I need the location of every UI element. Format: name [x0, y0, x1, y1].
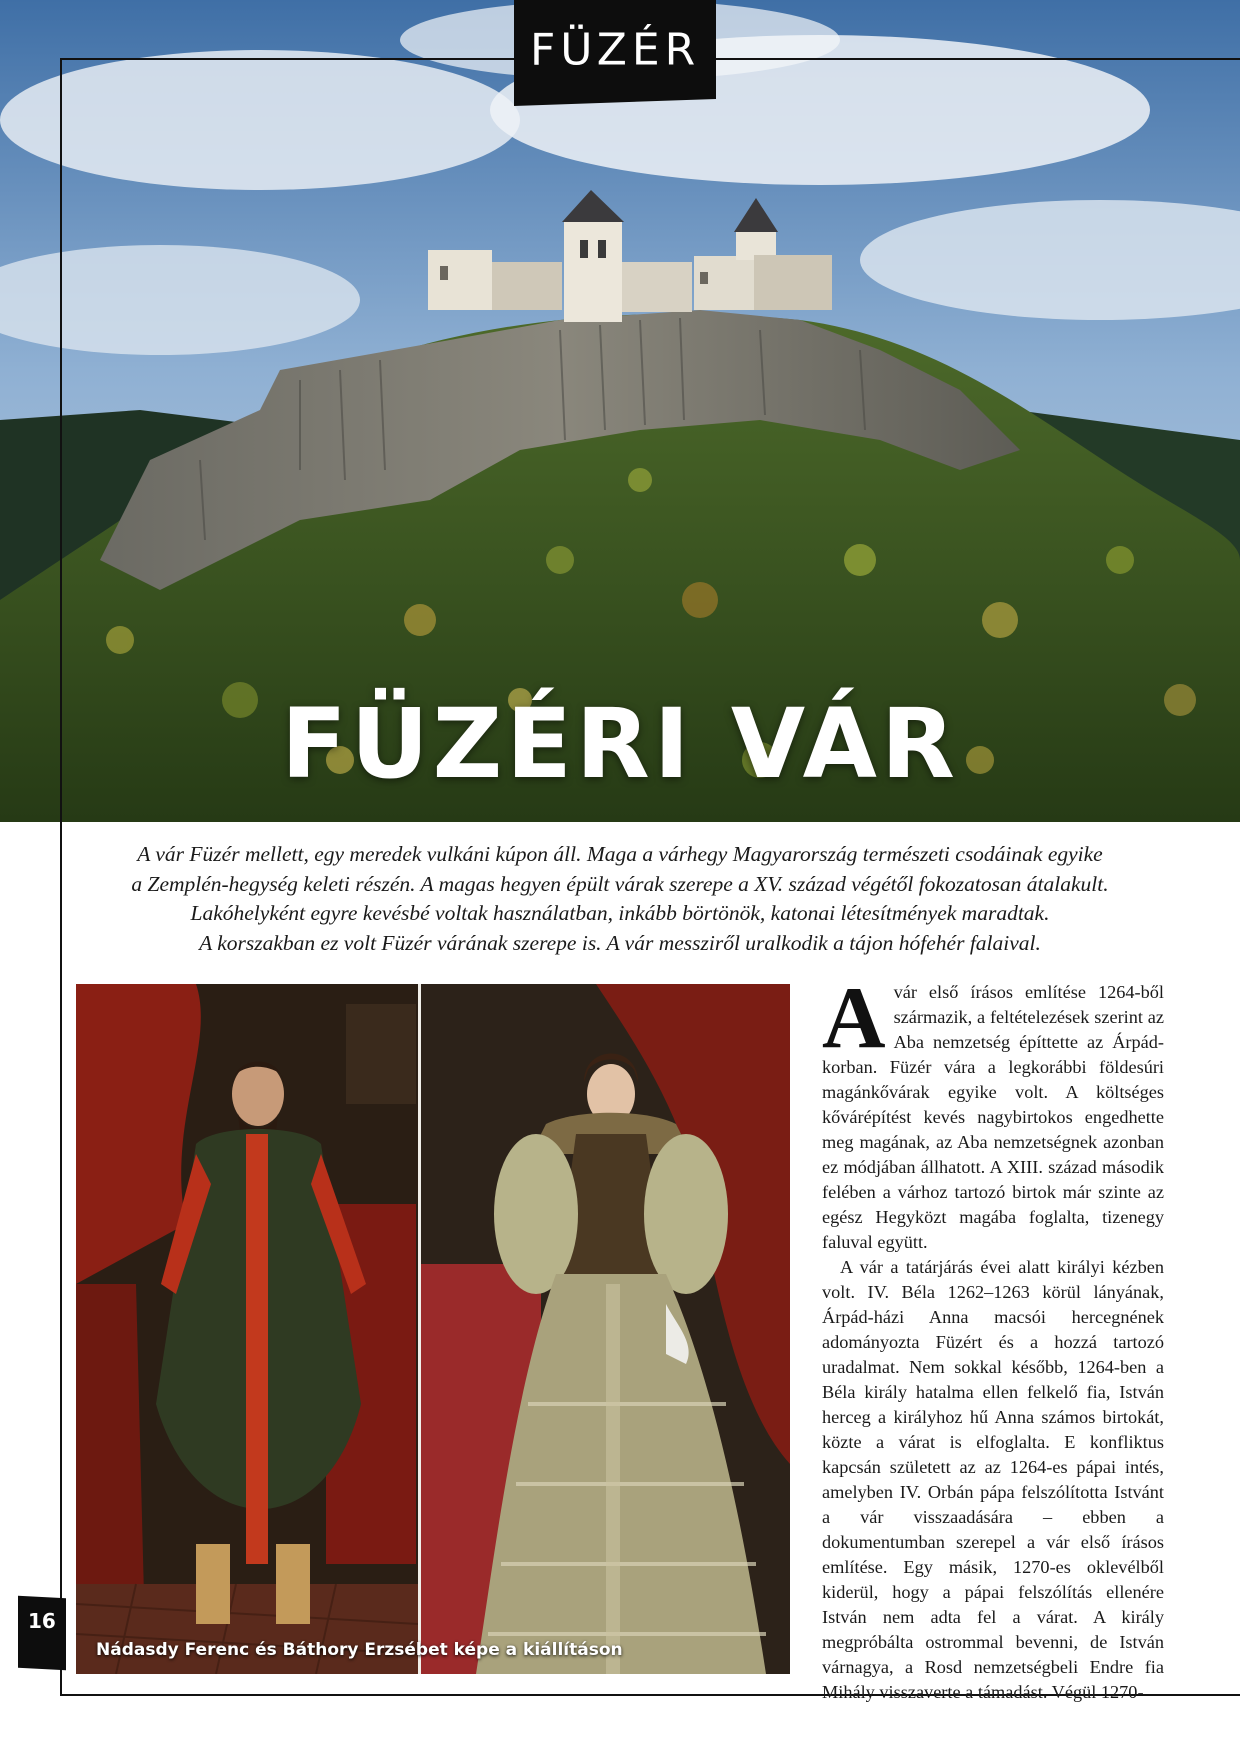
page-number-badge — [18, 1596, 66, 1671]
portrait-paintings-icon — [76, 984, 790, 1674]
portrait-figure — [76, 984, 790, 1674]
paragraph-text: vár első írásos említése 1264-ből származik, a feltételezések szerint az Aba nemzetség építtette az Árpád-korban. Füzér vára a legkorábbi földesúri magánkővárak egyike volt. A költséges kővárépítést kevés nagybirtokos engedhette meg magának, az Aba nemzetségnek azonban ez módjában állhatott. A XIII. század második felében a várhoz tartozó birtok már szinte az egész Hegyközt magába foglalta, tizenegy faluval együtt. — [822, 982, 1164, 1252]
dropcap: A — [822, 970, 886, 1067]
lead-line: a Zemplén-hegység keleti részén. A magas hegyen épült várak szerepe a XV. század végétől fokozatosan átalakult. — [131, 871, 1109, 896]
section-tab — [514, 0, 716, 106]
frame-line-left — [60, 58, 62, 1696]
lead-line: A vár Füzér mellett, egy meredek vulkáni kúpon áll. Maga a várhegy Magyarország természeti csodáinak egyike — [137, 842, 1103, 866]
main-title: FÜZÉRI VÁR — [281, 688, 959, 800]
article-paragraph — [822, 970, 1164, 1255]
lead-paragraph — [100, 840, 1140, 958]
lead-line: Lakóhelyként egyre kevésbé voltak használatban, inkább börtönök, katonai létesítmények maradtak. — [190, 901, 1050, 925]
article-paragraph: A vár a tatárjárás évei alatt királyi kézben volt. IV. Béla 1262–1263 körül lányának, Árpád-házi Anna macsói hercegnének adományozta Füzért és a hozzá tartozó uradalmat. Nem sokkal később, 1264-ben a Béla király hatalma ellen felkelő fia, István herceg a királyhoz hű Anna számos birtokát, közte a várat is elfoglalta. E konfliktus kapcsán született az az 1264-es pápai intés, amelyben IV. Orbán pápa felszólította Istvánt a vár visszaadására – ebben a dokumentumban szerepel a vár első írásos említése. Egy másik, 1270-es oklevélből kiderül, hogy a pápai felszólítás ellenére István nem adta fel a várat. A király megpróbálta ostrommal bevenni, de István várnagya, a Rosd nemzetségbeli Endre fia Mihály visszaverte a támadást. Végül 1270- — [822, 1257, 1164, 1702]
lead-line: A korszakban ez volt Füzér várának szerepe is. A vár messziről uralkodik a tájon hófehér falaival. — [199, 930, 1041, 955]
hero-photo — [0, 0, 1240, 822]
article-body — [822, 970, 1164, 1705]
section-tab-label: FÜZÉR — [529, 23, 701, 75]
page-number: 16 — [28, 1609, 56, 1633]
figure-caption: Nádasdy Ferenc és Báthory Erzsébet képe a kiállításon — [96, 1640, 623, 1660]
